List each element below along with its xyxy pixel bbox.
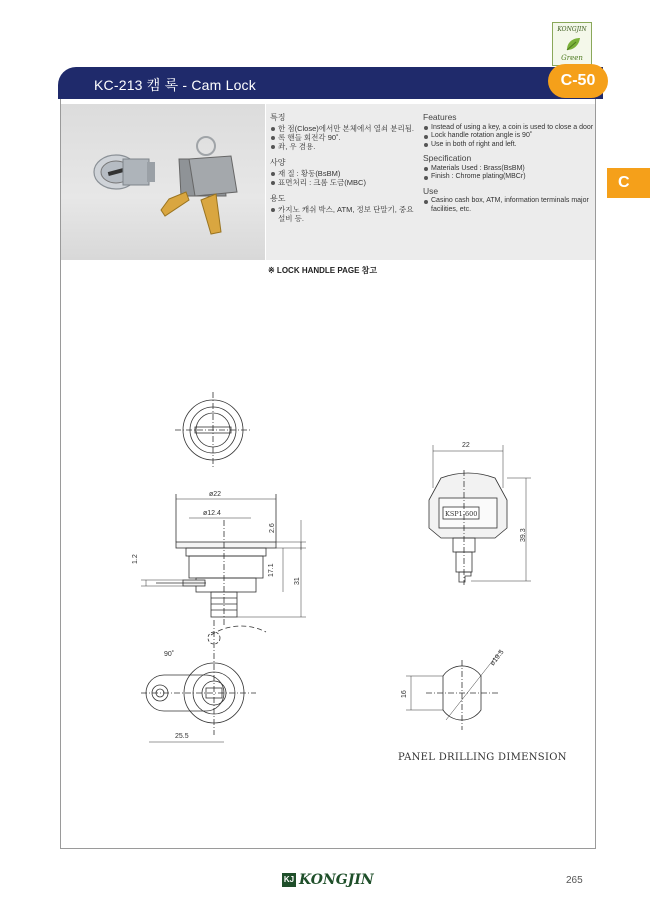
dim-panel-diameter: ø19.5 [489,648,506,668]
en-use-heading: Use [423,185,439,196]
side-view [132,491,306,625]
ko-feature-item: 좌, 우 겸용. [270,142,420,151]
english-description [423,113,595,214]
logo-tag: Green [561,54,583,62]
dim-angle-90: 90˚ [164,651,175,658]
dim-d12-4: ø12.4 [203,510,221,517]
ko-feature-item: 록 핸들 회전각 90˚. [270,133,420,142]
kongjin-green-logo [552,22,592,66]
en-feature-item: Lock handle rotation angle is 90˚ [423,132,595,141]
panel-drilling-label: PANEL DRILLING DIMENSION [398,752,567,763]
lock-handle-note: ※ LOCK HANDLE PAGE 참고 [268,266,378,275]
en-spec-item: Finish : Chrome plating(MBCr) [423,173,595,182]
dim-d22: ø22 [209,491,222,498]
technical-drawing [61,280,595,750]
ko-features-heading: 특징 [270,113,286,122]
ko-feature-item: 한 점(Close)에서만 본체에서 열쇠 분리됨. [270,124,420,133]
dim-2-6: 2.6 [269,523,276,533]
ko-spec-item: 표면처리 : 크롬 도금(MBC) [270,178,420,187]
en-spec-heading: Specification [423,153,472,163]
product-code-badge: C-50 [548,64,608,98]
en-spec-item: Materials Used : Brass(BsBM) [423,165,595,174]
footer-brand: KONGJIN [299,872,374,888]
panel-drilling-view [401,649,506,730]
en-feature-item: Use in both of right and left. [423,141,595,150]
logo-brand: KONGJIN [557,26,587,33]
korean-description [270,113,420,223]
leaf-icon [564,35,582,53]
ko-use-item: 카지노 캐쉬 박스, ATM, 정보 단말기, 중요 설비 등. [270,205,420,223]
front-view [175,392,251,468]
en-use-item: Casino cash box, ATM, information terminals major facilities, etc. [423,197,595,214]
dim-key-width: 22 [462,442,470,449]
dim-25-5: 25.5 [175,733,189,740]
dim-31: 31 [294,577,301,585]
key-label: KSP1-600 [445,510,478,518]
ko-spec-item: 재 질 : 황동(BsBM) [270,169,420,178]
dim-1-2: 1.2 [132,554,139,564]
ko-use-heading: 용도 [270,194,286,203]
dim-17-1: 17.1 [268,563,275,577]
page-number: 265 [566,875,583,886]
en-feature-item: Instead of using a key, a coin is used to close a door [423,124,595,133]
dim-key-height: 39.3 [520,528,527,542]
page-title: KC-213 캠 록 - Cam Lock [94,77,256,93]
footer-logo [282,872,392,890]
ko-spec-heading: 사양 [270,158,286,167]
kongjin-mark-icon: KJ [282,873,296,887]
dim-panel-height: 16 [401,690,408,698]
product-photo [61,104,265,260]
en-features-heading: Features [423,112,457,122]
key-view [429,442,531,585]
section-tab-c[interactable]: C [607,168,650,198]
rotation-view [141,620,266,742]
